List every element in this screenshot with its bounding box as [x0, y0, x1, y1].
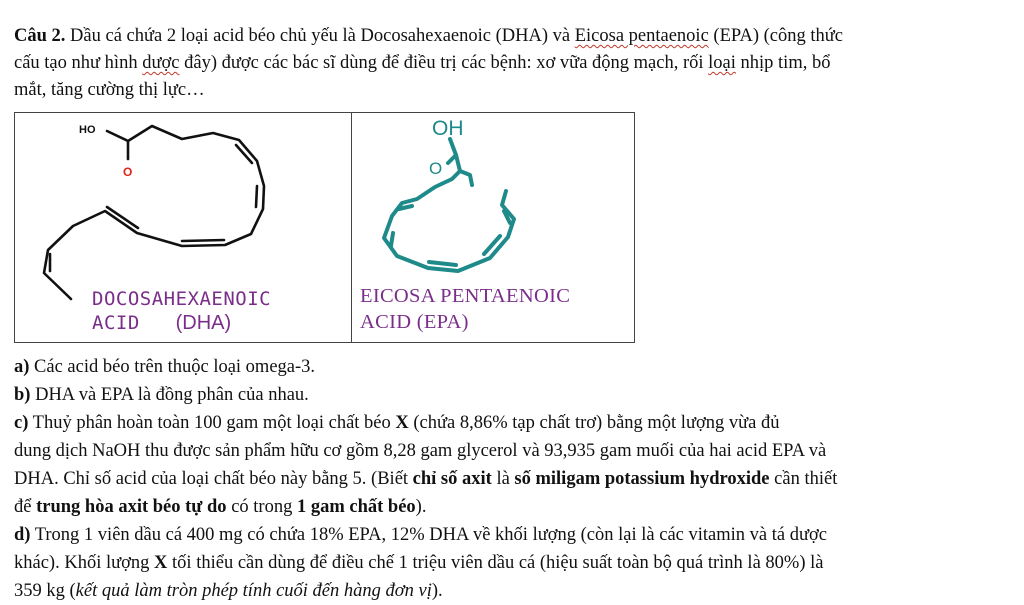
- statement-text: là: [491, 469, 515, 489]
- statement-text: để: [14, 497, 37, 517]
- epa-chain: [460, 171, 472, 185]
- epa-double-bond: [391, 233, 393, 246]
- spellcheck-word: loại: [708, 53, 736, 73]
- question-text: nhịp tim, bổ: [735, 53, 831, 73]
- statement-text: ).: [415, 497, 427, 517]
- statement-text: Thuỷ phân hoàn toàn 100 gam một loại chất béo: [28, 413, 396, 433]
- epa-carbonyl-bond: [448, 155, 456, 163]
- epa-panel: [352, 113, 634, 342]
- statement-text: có trong: [226, 497, 297, 517]
- dha-name-acid: ACID: [92, 312, 140, 334]
- epa-name: [360, 283, 570, 335]
- statement-label: b): [14, 385, 31, 405]
- statement-text: 359 kg (: [14, 581, 76, 601]
- statement-text: (chứa 8,86% tạp chất trơ) bằng một lượng vừa đủ: [408, 413, 780, 433]
- statement-c-line-3: [14, 468, 837, 490]
- dha-double-bond: [182, 240, 224, 241]
- epa-o-label: O: [429, 159, 443, 178]
- statement-d-line-3: [14, 580, 443, 602]
- italic-note: kết quả làm tròn phép tính cuối đến hàng đơn vị: [75, 581, 432, 601]
- statement-c-line-1: [14, 412, 780, 434]
- statement-label: a): [14, 357, 30, 377]
- spellcheck-word: dược: [142, 53, 180, 73]
- question-line-2: [14, 52, 830, 74]
- statement-text: khác). Khối lượng: [14, 553, 155, 573]
- question-line-1: [14, 25, 843, 47]
- statement-text: tối thiểu cần dùng để điều chế 1 triệu viên dầu cá (hiệu suất toàn bộ quá trình là 80%) là: [167, 553, 824, 573]
- statement-text: DHA và EPA là đồng phân của nhau.: [30, 385, 309, 405]
- dha-chain: [44, 126, 264, 299]
- question-text: Dầu cá chứa 2 loại acid béo chủ yếu là Docosahexaenoic (DHA) và: [65, 26, 575, 46]
- dha-name: [92, 287, 271, 335]
- dha-name-line-1: DOCOSAHEXAENOIC: [92, 288, 272, 310]
- statement-d-line-1: [14, 524, 827, 546]
- dha-double-bond: [256, 186, 257, 207]
- dha-o-label: O: [123, 165, 133, 179]
- dha-double-bond: [107, 207, 138, 228]
- question-number: Câu 2.: [14, 26, 66, 46]
- dha-ho-label: HO: [79, 124, 96, 136]
- statement-text: Các acid béo trên thuộc loại omega-3.: [29, 357, 316, 377]
- epa-oh-label: OH: [432, 117, 464, 140]
- bold-term: số miligam potassium hydroxide: [514, 469, 770, 489]
- statement-a: [14, 356, 315, 378]
- epa-name-line-2: ACID (EPA): [360, 311, 469, 333]
- question-text: đây) được các bác sĩ dùng để điều trị các bệnh: xơ vữa động mạch, rối: [179, 53, 709, 73]
- bold-term: 1 gam chất béo: [296, 497, 416, 517]
- question-text: (EPA) (công thức: [708, 26, 843, 46]
- spellcheck-word: Eicosa pentaenoic: [574, 26, 709, 46]
- dha-panel: [15, 113, 351, 342]
- statement-c-line-2: dung dịch NaOH thu được sản phẩm hữu cơ gồm 8,28 gam glycerol và 93,935 gam muối của hai acid EPA và: [14, 441, 827, 461]
- epa-chain: [384, 139, 514, 271]
- question-text: cấu tạo như hình: [14, 53, 143, 73]
- bold-term: trung hòa axit béo tự do: [36, 497, 227, 517]
- statement-text: DHA. Chỉ số acid của loại chất béo này bằng 5. (Biết: [14, 469, 413, 489]
- question-line-3: mắt, tăng cường thị lực…: [14, 80, 205, 100]
- epa-double-bond: [429, 262, 456, 265]
- dha-name-line-2: [92, 311, 271, 335]
- bold-term: chỉ số axit: [412, 469, 492, 489]
- statement-d-line-2: [14, 552, 823, 574]
- structure-figure: [14, 112, 635, 343]
- statement-c-line-4: [14, 496, 426, 518]
- fat-x-symbol: X: [154, 553, 168, 573]
- dha-abbrev: (DHA): [175, 312, 232, 334]
- statement-b: [14, 384, 309, 406]
- statement-text: Trong 1 viên dầu cá 400 mg có chứa 18% EPA, 12% DHA về khối lượng (còn lại là các vitamin và tá dược: [30, 525, 827, 545]
- statement-label: c): [14, 413, 29, 433]
- statement-text: ).: [431, 581, 443, 601]
- statement-label: d): [14, 525, 31, 545]
- epa-name-line-1: EICOSA PENTAENOIC: [360, 285, 571, 307]
- statement-text: cần thiết: [769, 469, 838, 489]
- fat-x-symbol: X: [395, 413, 409, 433]
